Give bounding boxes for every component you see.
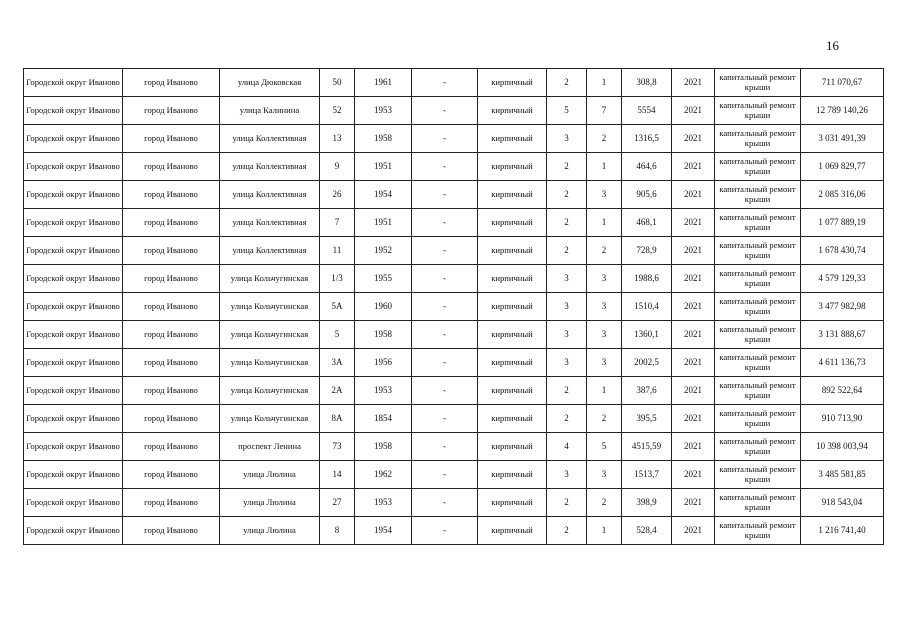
cell-house: 8А — [320, 405, 355, 433]
cell-house: 7 — [320, 209, 355, 237]
cell-material: кирпичный — [478, 461, 547, 489]
cell-house: 9 — [320, 153, 355, 181]
cell-entrances: 3 — [587, 293, 622, 321]
cell-year: 1954 — [355, 181, 412, 209]
cell-dash: - — [412, 405, 478, 433]
cell-house: 5А — [320, 293, 355, 321]
cell-area: 528,4 — [622, 517, 672, 545]
cell-year: 1954 — [355, 517, 412, 545]
cell-material: кирпичный — [478, 237, 547, 265]
cell-house: 27 — [320, 489, 355, 517]
cell-street: улица Кольчугинская — [220, 321, 320, 349]
cell-year: 1953 — [355, 489, 412, 517]
cell-district: Городской округ Иваново — [24, 405, 123, 433]
cell-street: улица Люлина — [220, 517, 320, 545]
cell-house: 5 — [320, 321, 355, 349]
cell-house: 50 — [320, 69, 355, 97]
cell-material: кирпичный — [478, 209, 547, 237]
cell-year: 1956 — [355, 349, 412, 377]
cell-dash: - — [412, 489, 478, 517]
cell-work-type: капитальный ремонт крыши — [715, 405, 801, 433]
cell-city: город Иваново — [123, 97, 220, 125]
cell-year: 1854 — [355, 405, 412, 433]
cell-district: Городской округ Иваново — [24, 181, 123, 209]
cell-material: кирпичный — [478, 97, 547, 125]
cell-area: 905,6 — [622, 181, 672, 209]
cell-cost: 1 069 829,77 — [801, 153, 884, 181]
cell-dash: - — [412, 349, 478, 377]
cell-plan-year: 2021 — [672, 209, 715, 237]
cell-plan-year: 2021 — [672, 69, 715, 97]
cell-city: город Иваново — [123, 181, 220, 209]
cell-year: 1958 — [355, 125, 412, 153]
cell-dash: - — [412, 69, 478, 97]
cell-work-type: капитальный ремонт крыши — [715, 377, 801, 405]
cell-year: 1951 — [355, 209, 412, 237]
cell-floors: 5 — [547, 97, 587, 125]
cell-city: город Иваново — [123, 405, 220, 433]
cell-area: 4515,59 — [622, 433, 672, 461]
cell-work-type: капитальный ремонт крыши — [715, 517, 801, 545]
cell-plan-year: 2021 — [672, 405, 715, 433]
cell-city: город Иваново — [123, 153, 220, 181]
cell-plan-year: 2021 — [672, 517, 715, 545]
cell-plan-year: 2021 — [672, 265, 715, 293]
cell-area: 308,8 — [622, 69, 672, 97]
cell-year: 1958 — [355, 433, 412, 461]
cell-material: кирпичный — [478, 349, 547, 377]
cell-cost: 2 085 316,06 — [801, 181, 884, 209]
table-row — [24, 433, 884, 461]
cell-dash: - — [412, 265, 478, 293]
cell-year: 1961 — [355, 69, 412, 97]
cell-house: 3А — [320, 349, 355, 377]
cell-street: улица Коллективная — [220, 125, 320, 153]
cell-entrances: 2 — [587, 125, 622, 153]
cell-material: кирпичный — [478, 181, 547, 209]
cell-plan-year: 2021 — [672, 97, 715, 125]
cell-city: город Иваново — [123, 489, 220, 517]
cell-entrances: 1 — [587, 209, 622, 237]
cell-material: кирпичный — [478, 433, 547, 461]
cell-floors: 3 — [547, 293, 587, 321]
cell-entrances: 1 — [587, 69, 622, 97]
cell-dash: - — [412, 237, 478, 265]
cell-city: город Иваново — [123, 293, 220, 321]
cell-floors: 2 — [547, 237, 587, 265]
cell-cost: 711 070,67 — [801, 69, 884, 97]
table-row — [24, 377, 884, 405]
cell-entrances: 1 — [587, 517, 622, 545]
table-row — [24, 265, 884, 293]
cell-area: 1316,5 — [622, 125, 672, 153]
table-row — [24, 209, 884, 237]
cell-material: кирпичный — [478, 69, 547, 97]
cell-area: 464,6 — [622, 153, 672, 181]
cell-house: 14 — [320, 461, 355, 489]
cell-work-type: капитальный ремонт крыши — [715, 461, 801, 489]
cell-street: улица Люлина — [220, 461, 320, 489]
cell-entrances: 3 — [587, 265, 622, 293]
table-row — [24, 293, 884, 321]
cell-house: 52 — [320, 97, 355, 125]
cell-entrances: 2 — [587, 237, 622, 265]
table-row — [24, 461, 884, 489]
cell-work-type: капитальный ремонт крыши — [715, 293, 801, 321]
cell-floors: 2 — [547, 405, 587, 433]
cell-cost: 3 485 581,85 — [801, 461, 884, 489]
cell-entrances: 7 — [587, 97, 622, 125]
cell-district: Городской округ Иваново — [24, 69, 123, 97]
cell-city: город Иваново — [123, 377, 220, 405]
cell-street: улица Кольчугинская — [220, 405, 320, 433]
cell-district: Городской округ Иваново — [24, 293, 123, 321]
cell-plan-year: 2021 — [672, 321, 715, 349]
cell-house: 1/3 — [320, 265, 355, 293]
cell-entrances: 3 — [587, 181, 622, 209]
cell-city: город Иваново — [123, 209, 220, 237]
cell-area: 728,9 — [622, 237, 672, 265]
cell-plan-year: 2021 — [672, 377, 715, 405]
cell-area: 395,5 — [622, 405, 672, 433]
cell-entrances: 5 — [587, 433, 622, 461]
table-row — [24, 489, 884, 517]
cell-city: город Иваново — [123, 517, 220, 545]
cell-district: Городской округ Иваново — [24, 209, 123, 237]
cell-city: город Иваново — [123, 349, 220, 377]
cell-work-type: капитальный ремонт крыши — [715, 69, 801, 97]
cell-plan-year: 2021 — [672, 293, 715, 321]
cell-material: кирпичный — [478, 377, 547, 405]
cell-floors: 2 — [547, 517, 587, 545]
table-row — [24, 321, 884, 349]
cell-work-type: капитальный ремонт крыши — [715, 97, 801, 125]
cell-district: Городской округ Иваново — [24, 517, 123, 545]
cell-district: Городской округ Иваново — [24, 321, 123, 349]
cell-street: улица Дюковская — [220, 69, 320, 97]
cell-city: город Иваново — [123, 265, 220, 293]
cell-dash: - — [412, 153, 478, 181]
cell-district: Городской округ Иваново — [24, 97, 123, 125]
cell-area: 468,1 — [622, 209, 672, 237]
cell-work-type: капитальный ремонт крыши — [715, 433, 801, 461]
cell-dash: - — [412, 125, 478, 153]
cell-work-type: капитальный ремонт крыши — [715, 125, 801, 153]
cell-house: 2А — [320, 377, 355, 405]
cell-street: улица Кольчугинская — [220, 377, 320, 405]
table-row — [24, 153, 884, 181]
table-body — [24, 69, 884, 545]
cell-year: 1962 — [355, 461, 412, 489]
table-row — [24, 517, 884, 545]
cell-entrances: 1 — [587, 377, 622, 405]
cell-city: город Иваново — [123, 321, 220, 349]
cell-entrances: 3 — [587, 461, 622, 489]
cell-material: кирпичный — [478, 321, 547, 349]
cell-floors: 4 — [547, 433, 587, 461]
cell-cost: 4 579 129,33 — [801, 265, 884, 293]
cell-work-type: капитальный ремонт крыши — [715, 265, 801, 293]
cell-dash: - — [412, 293, 478, 321]
cell-district: Городской округ Иваново — [24, 349, 123, 377]
cell-floors: 2 — [547, 209, 587, 237]
cell-dash: - — [412, 433, 478, 461]
cell-street: улица Калинина — [220, 97, 320, 125]
cell-work-type: капитальный ремонт крыши — [715, 349, 801, 377]
cell-material: кирпичный — [478, 125, 547, 153]
cell-house: 13 — [320, 125, 355, 153]
cell-year: 1952 — [355, 237, 412, 265]
table-row — [24, 69, 884, 97]
cell-floors: 2 — [547, 69, 587, 97]
cell-dash: - — [412, 377, 478, 405]
cell-dash: - — [412, 517, 478, 545]
cell-street: улица Коллективная — [220, 153, 320, 181]
cell-cost: 1 678 430,74 — [801, 237, 884, 265]
cell-house: 26 — [320, 181, 355, 209]
cell-entrances: 2 — [587, 489, 622, 517]
cell-work-type: капитальный ремонт крыши — [715, 209, 801, 237]
cell-material: кирпичный — [478, 517, 547, 545]
cell-plan-year: 2021 — [672, 125, 715, 153]
cell-city: город Иваново — [123, 69, 220, 97]
cell-floors: 3 — [547, 321, 587, 349]
cell-entrances: 3 — [587, 321, 622, 349]
cell-plan-year: 2021 — [672, 237, 715, 265]
cell-cost: 1 077 889,19 — [801, 209, 884, 237]
cell-street: улица Коллективная — [220, 237, 320, 265]
cell-area: 1988,6 — [622, 265, 672, 293]
cell-work-type: капитальный ремонт крыши — [715, 181, 801, 209]
cell-house: 8 — [320, 517, 355, 545]
repair-program-table — [23, 68, 884, 545]
cell-area: 5554 — [622, 97, 672, 125]
cell-cost: 10 398 003,94 — [801, 433, 884, 461]
cell-district: Городской округ Иваново — [24, 461, 123, 489]
cell-cost: 4 611 136,73 — [801, 349, 884, 377]
cell-floors: 2 — [547, 489, 587, 517]
cell-district: Городской округ Иваново — [24, 377, 123, 405]
cell-material: кирпичный — [478, 265, 547, 293]
cell-district: Городской округ Иваново — [24, 237, 123, 265]
cell-street: улица Коллективная — [220, 181, 320, 209]
cell-cost: 910 713,90 — [801, 405, 884, 433]
cell-district: Городской округ Иваново — [24, 153, 123, 181]
cell-cost: 3 477 982,98 — [801, 293, 884, 321]
cell-material: кирпичный — [478, 489, 547, 517]
cell-cost: 892 522,64 — [801, 377, 884, 405]
cell-year: 1953 — [355, 97, 412, 125]
cell-area: 1360,1 — [622, 321, 672, 349]
cell-entrances: 2 — [587, 405, 622, 433]
cell-district: Городской округ Иваново — [24, 433, 123, 461]
cell-floors: 3 — [547, 349, 587, 377]
cell-street: улица Кольчугинская — [220, 349, 320, 377]
cell-floors: 2 — [547, 153, 587, 181]
cell-year: 1960 — [355, 293, 412, 321]
cell-work-type: капитальный ремонт крыши — [715, 153, 801, 181]
cell-plan-year: 2021 — [672, 461, 715, 489]
cell-street: улица Коллективная — [220, 209, 320, 237]
cell-work-type: капитальный ремонт крыши — [715, 321, 801, 349]
table-row — [24, 349, 884, 377]
cell-district: Городской округ Иваново — [24, 125, 123, 153]
cell-cost: 1 216 741,40 — [801, 517, 884, 545]
cell-year: 1958 — [355, 321, 412, 349]
cell-year: 1951 — [355, 153, 412, 181]
cell-cost: 918 543,04 — [801, 489, 884, 517]
cell-dash: - — [412, 321, 478, 349]
cell-cost: 3 031 491,39 — [801, 125, 884, 153]
cell-work-type: капитальный ремонт крыши — [715, 489, 801, 517]
table-row — [24, 405, 884, 433]
cell-floors: 2 — [547, 377, 587, 405]
cell-street: улица Кольчугинская — [220, 265, 320, 293]
table-row — [24, 97, 884, 125]
table-row — [24, 181, 884, 209]
cell-floors: 3 — [547, 461, 587, 489]
cell-plan-year: 2021 — [672, 181, 715, 209]
cell-street: проспект Ленина — [220, 433, 320, 461]
cell-entrances: 3 — [587, 349, 622, 377]
cell-area: 398,9 — [622, 489, 672, 517]
cell-year: 1955 — [355, 265, 412, 293]
cell-dash: - — [412, 209, 478, 237]
cell-cost: 12 789 140,26 — [801, 97, 884, 125]
cell-street: улица Кольчугинская — [220, 293, 320, 321]
cell-city: город Иваново — [123, 125, 220, 153]
cell-dash: - — [412, 181, 478, 209]
cell-street: улица Люлина — [220, 489, 320, 517]
cell-dash: - — [412, 461, 478, 489]
cell-cost: 3 131 888,67 — [801, 321, 884, 349]
cell-entrances: 1 — [587, 153, 622, 181]
cell-dash: - — [412, 97, 478, 125]
table-row — [24, 237, 884, 265]
table-row — [24, 125, 884, 153]
cell-material: кирпичный — [478, 153, 547, 181]
cell-year: 1953 — [355, 377, 412, 405]
cell-area: 387,6 — [622, 377, 672, 405]
cell-city: город Иваново — [123, 433, 220, 461]
cell-plan-year: 2021 — [672, 349, 715, 377]
cell-plan-year: 2021 — [672, 489, 715, 517]
cell-city: город Иваново — [123, 461, 220, 489]
cell-area: 1513,7 — [622, 461, 672, 489]
cell-work-type: капитальный ремонт крыши — [715, 237, 801, 265]
page-number: 16 — [826, 38, 839, 53]
cell-area: 2002,5 — [622, 349, 672, 377]
cell-district: Городской округ Иваново — [24, 265, 123, 293]
cell-plan-year: 2021 — [672, 433, 715, 461]
cell-district: Городской округ Иваново — [24, 489, 123, 517]
cell-house: 11 — [320, 237, 355, 265]
cell-floors: 2 — [547, 181, 587, 209]
cell-floors: 3 — [547, 265, 587, 293]
cell-material: кирпичный — [478, 405, 547, 433]
cell-floors: 3 — [547, 125, 587, 153]
cell-material: кирпичный — [478, 293, 547, 321]
cell-plan-year: 2021 — [672, 153, 715, 181]
cell-house: 73 — [320, 433, 355, 461]
cell-area: 1510,4 — [622, 293, 672, 321]
cell-city: город Иваново — [123, 237, 220, 265]
